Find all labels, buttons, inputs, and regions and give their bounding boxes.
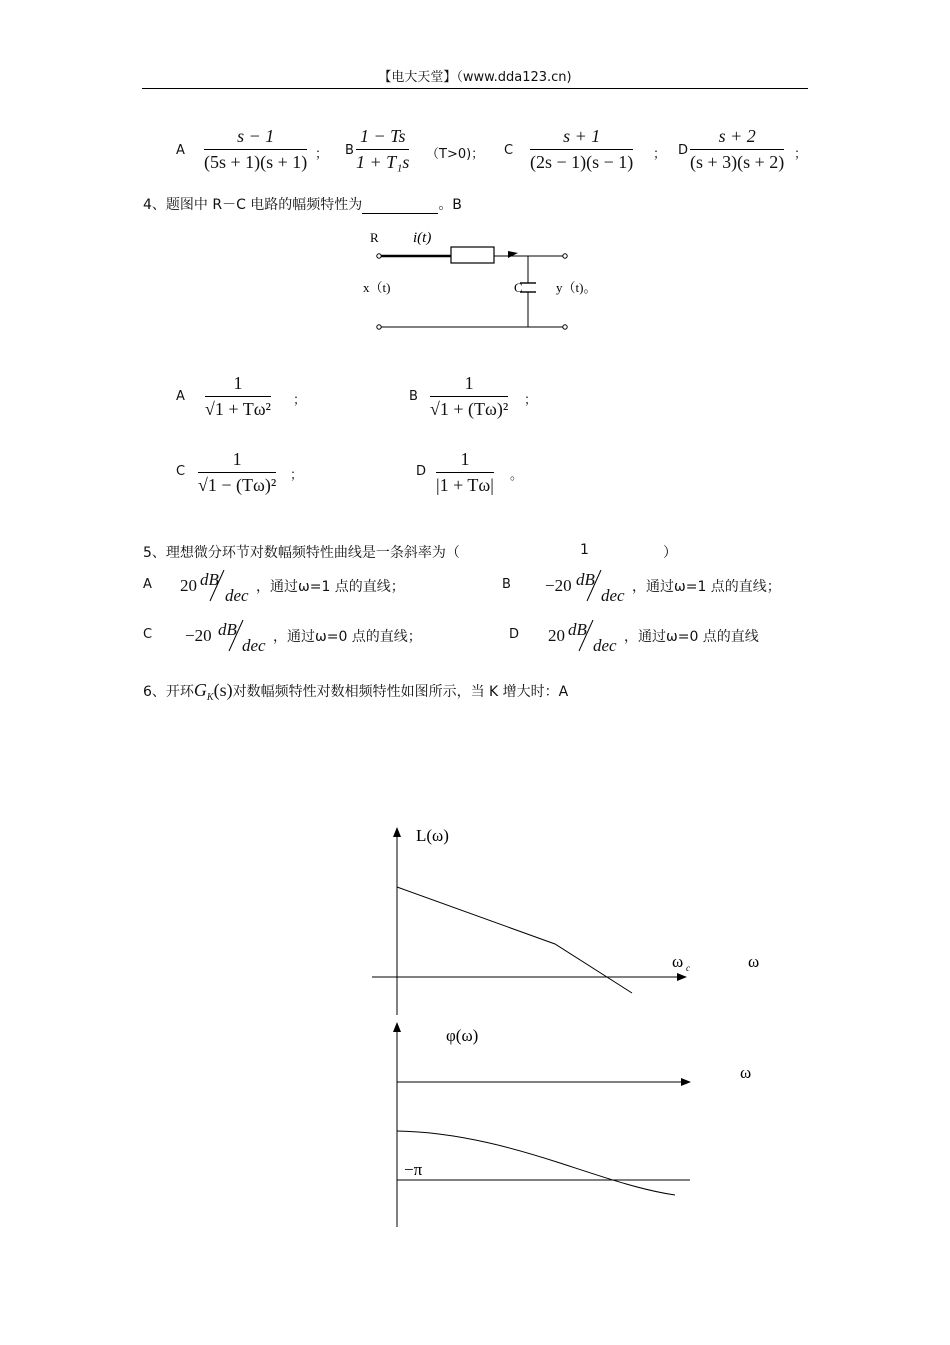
q5-option-d-text: ，通过ω=0 点的直线 — [624, 629, 759, 645]
q3-option-a-den: (5s + 1)(s + 1) — [204, 152, 308, 172]
q5-option-a-unit-den: dec — [225, 586, 249, 605]
q5-option-a-unit-num: dB — [200, 570, 219, 589]
q3-option-a-letter: A — [176, 143, 185, 158]
q4-option-d-num: 1 — [460, 449, 470, 469]
q6-gk-sub: K — [206, 692, 214, 703]
q4-option-c-num: 1 — [232, 449, 242, 469]
q5-option-d-unit-num: dB — [568, 620, 587, 639]
q3-option-c-num: s + 1 — [563, 126, 601, 146]
capacitor-label: C — [514, 280, 523, 295]
q3-option-c-letter: C — [504, 143, 514, 158]
q5-option-c-value: −20 — [185, 626, 212, 645]
output-label: y（t)。 — [556, 280, 597, 295]
q4-option-a-den: √1 + Tω² — [205, 399, 271, 419]
q4-option-d-den: |1 + Tω| — [436, 475, 494, 495]
q5-option-d-value: 20 — [548, 626, 565, 645]
q4-option-d-letter: D — [416, 464, 427, 479]
q5-question-close: ） — [663, 545, 677, 561]
q3-option-c-suffix: ； — [653, 147, 667, 162]
q3-option-a-suffix: ； — [315, 147, 329, 162]
q5-answer: 1 — [580, 542, 589, 558]
q5-option-b-letter: B — [502, 577, 511, 592]
q3-option-b-num: 1 − Ts — [359, 126, 406, 146]
phase-axis-label: φ(ω) — [446, 1026, 479, 1045]
q6-gk: G — [193, 680, 207, 700]
q5-option-a-text: ，通过ω=1 点的直线； — [256, 579, 405, 595]
q5-option-c-letter: C — [143, 627, 153, 642]
q4-question-text: 4、题图中 R－C 电路的幅频特性为 — [143, 197, 363, 213]
q6-gk-arg: (s) — [213, 680, 233, 700]
q3-option-d-num: s + 2 — [718, 126, 756, 146]
q5-option-c-unit-den: dec — [242, 636, 266, 655]
q4-option-c-letter: C — [176, 464, 186, 479]
q5-option-d-unit-den: dec — [593, 636, 617, 655]
mag-omega-label: ω — [748, 952, 760, 971]
q4-option-c-den: √1 − (Tω)² — [198, 475, 277, 495]
q4-question-end: 。B — [438, 197, 462, 213]
q4-option-b-den: √1 + (Tω)² — [430, 399, 509, 419]
q4-option-b-num: 1 — [464, 373, 474, 393]
q4-option-b-suffix: ； — [524, 393, 538, 408]
q5-option-d-letter: D — [509, 627, 520, 642]
q3-option-d-den: (s + 3)(s + 2) — [690, 152, 785, 172]
mag-axis-label: L(ω) — [416, 826, 449, 845]
q5-option-a-value: 20 — [180, 576, 197, 595]
q6-suffix: 对数幅频特性对数相频特性如图所示，当 K 增大时：A — [232, 684, 569, 700]
q5-question-text: 5、理想微分环节对数幅频特性曲线是一条斜率为（ — [143, 545, 460, 561]
q3-option-c-den: (2s − 1)(s − 1) — [530, 152, 634, 172]
phase-omega-label: ω — [740, 1063, 752, 1082]
q3-option-b-den: 1 + T₁s — [356, 152, 410, 172]
q3-option-d-letter: D — [678, 143, 689, 158]
q4-option-a-num: 1 — [233, 373, 243, 393]
wc-subscript: c — [686, 963, 690, 973]
q3-option-b-letter: B — [345, 143, 354, 158]
q5-option-a-letter: A — [143, 577, 152, 592]
q6-prefix: 6、开环 — [143, 684, 194, 700]
q4-option-c-suffix: ； — [290, 468, 304, 483]
q5-option-b-value: −20 — [545, 576, 572, 595]
q4-option-d-suffix: 。 — [510, 468, 524, 483]
input-label: x（t) — [363, 280, 391, 295]
q3-option-d-suffix: ； — [794, 147, 808, 162]
q5-option-b-unit-num: dB — [576, 570, 595, 589]
q3-option-b-suffix: （T>0)； — [426, 147, 485, 162]
current-label: i(t) — [413, 230, 432, 246]
page-header: 【电大天堂】（www.dda123.cn) — [378, 70, 572, 85]
q5-option-c-unit-num: dB — [218, 620, 237, 639]
q3-option-a-num: s − 1 — [237, 126, 275, 146]
q4-option-a-suffix: ； — [293, 393, 307, 408]
q5-option-b-unit-den: dec — [601, 586, 625, 605]
wc-label: ω — [672, 952, 684, 971]
q5-option-c-text: ，通过ω=0 点的直线； — [273, 629, 422, 645]
q4-option-b-letter: B — [409, 389, 418, 404]
resistor-label: R — [370, 230, 379, 245]
q5-option-b-text: ，通过ω=1 点的直线； — [632, 579, 781, 595]
phase-curve — [397, 1131, 675, 1195]
neg-pi-label: −π — [404, 1160, 423, 1179]
q4-option-a-letter: A — [176, 389, 185, 404]
